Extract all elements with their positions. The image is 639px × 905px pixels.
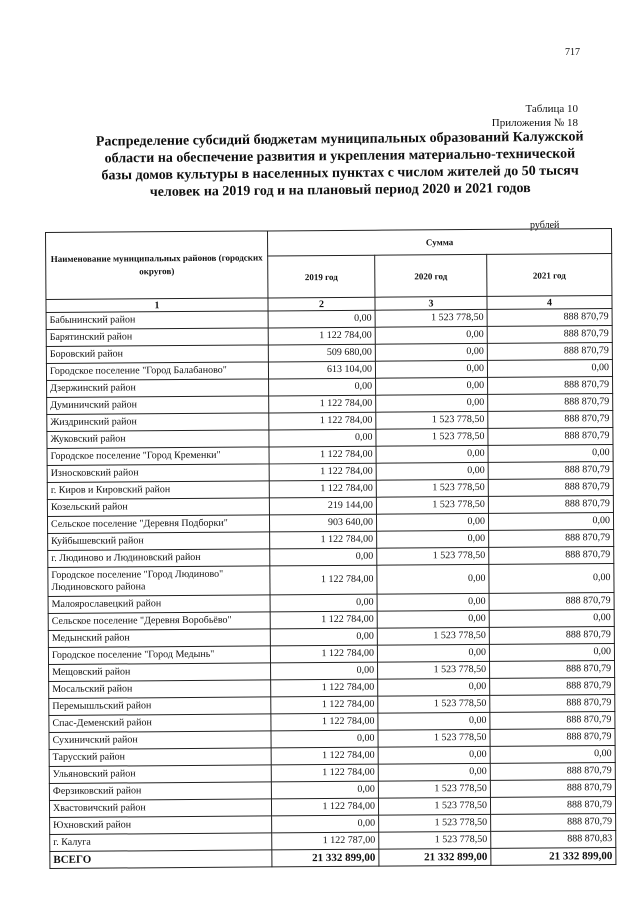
row-2019: 219 144,00 <box>269 497 376 515</box>
row-2021: 888 870,79 <box>490 695 615 713</box>
row-2020: 0,00 <box>377 644 489 662</box>
row-2019: 1 122 784,00 <box>271 713 378 731</box>
row-name: Тарусский район <box>49 748 271 767</box>
col-number-2: 2 <box>268 297 375 311</box>
header-sum: Сумма <box>267 229 611 257</box>
row-2019: 613 104,00 <box>268 361 375 379</box>
row-2021: 0,00 <box>488 445 613 463</box>
row-2021: 0,00 <box>489 610 614 628</box>
row-name: г. Людиново и Людиновский район <box>48 549 270 568</box>
row-2021: 888 870,79 <box>488 479 613 497</box>
row-name: Сельское поселение "Деревня Воробьёво" <box>48 612 270 631</box>
total-2019: 21 332 899,00 <box>272 849 379 867</box>
row-2021: 0,00 <box>487 360 612 378</box>
row-name: Юхновский район <box>50 816 272 835</box>
row-name: Козельский район <box>47 498 269 517</box>
col-number-1: 1 <box>46 298 268 313</box>
row-2019: 1 122 784,00 <box>270 531 377 549</box>
header-name: Наименование муниципальных районов (городских округов) <box>46 231 268 300</box>
row-2020: 0,00 <box>377 610 489 628</box>
row-2019: 1 122 784,00 <box>271 798 378 816</box>
row-name: Дзержинский район <box>47 379 269 398</box>
row-name: Жиздринский район <box>47 413 269 432</box>
row-2020: 0,00 <box>376 513 488 531</box>
row-name: Городское поселение "Город Балабаново" <box>46 362 268 381</box>
row-2020: 0,00 <box>376 394 488 412</box>
row-2020: 0,00 <box>377 593 489 611</box>
row-name: Спас-Деменский район <box>49 714 271 733</box>
row-2020: 1 523 778,50 <box>375 309 487 327</box>
row-2020: 1 523 778,50 <box>376 479 488 497</box>
header-year-2021: 2021 год <box>487 254 612 296</box>
row-2021: 888 870,79 <box>488 411 613 429</box>
row-2019: 1 122 784,00 <box>271 696 378 714</box>
row-2021: 888 870,79 <box>488 496 613 514</box>
row-name: Износковский район <box>47 464 269 483</box>
row-2020: 0,00 <box>375 360 487 378</box>
row-2020: 0,00 <box>376 462 488 480</box>
row-name: Сельское поселение "Деревня Подборки" <box>47 515 269 534</box>
row-2020: 0,00 <box>376 377 488 395</box>
row-2020: 1 523 778,50 <box>376 411 488 429</box>
row-2020: 1 523 778,50 <box>378 695 490 713</box>
table-ref-line1: Таблица 10 <box>525 103 578 115</box>
row-2020: 0,00 <box>377 564 489 594</box>
row-2021: 888 870,79 <box>488 394 613 412</box>
row-2019: 509 680,00 <box>268 344 375 362</box>
row-2021: 888 870,79 <box>489 627 614 645</box>
row-name: Мещовский район <box>49 663 271 682</box>
row-2020: 1 523 778,50 <box>379 831 491 849</box>
row-name: Куйбышевский район <box>48 532 270 551</box>
row-name: Думиничский район <box>47 396 269 415</box>
row-2021: 888 870,79 <box>487 309 612 327</box>
row-2019: 0,00 <box>272 815 379 833</box>
row-2019: 0,00 <box>269 378 376 396</box>
header-year-2019: 2019 год <box>268 256 375 298</box>
row-2019: 0,00 <box>270 594 377 612</box>
row-2019: 1 122 784,00 <box>268 327 375 345</box>
row-2019: 1 122 784,00 <box>270 645 377 663</box>
row-2019: 0,00 <box>270 548 377 566</box>
row-name: Городское поселение "Город Кременки" <box>47 447 269 466</box>
page-number: 717 <box>565 47 580 58</box>
row-2021: 888 870,79 <box>491 814 616 832</box>
table-reference <box>492 102 578 130</box>
row-2019: 0,00 <box>270 628 377 646</box>
row-2021: 0,00 <box>489 564 614 594</box>
row-2021: 888 870,79 <box>489 547 614 565</box>
row-2019: 1 122 784,00 <box>271 764 378 782</box>
row-name: Малоярославецкий район <box>48 595 270 614</box>
row-2019: 1 122 784,00 <box>269 446 376 464</box>
row-name: Барятинский район <box>46 328 268 347</box>
row-2021: 888 870,79 <box>490 780 615 798</box>
row-2020: 1 523 778,50 <box>378 780 490 798</box>
row-2021: 888 870,83 <box>491 831 616 849</box>
row-2020: 0,00 <box>375 326 487 344</box>
subsidy-table <box>45 228 616 869</box>
row-2020: 1 523 778,50 <box>377 547 489 565</box>
row-2020: 1 523 778,50 <box>378 729 490 747</box>
row-name: г. Киров и Кировский район <box>47 481 269 500</box>
row-name: Перемышльский район <box>49 697 271 716</box>
row-2021: 888 870,79 <box>488 377 613 395</box>
row-2019: 1 122 784,00 <box>269 412 376 430</box>
total-2020: 21 332 899,00 <box>379 848 491 866</box>
row-name: Городское поселение "Город Медынь" <box>48 646 270 665</box>
row-2020: 0,00 <box>377 530 489 548</box>
row-2020: 1 523 778,50 <box>378 661 490 679</box>
table-body <box>46 309 616 852</box>
row-name: Городское поселение "Город Людиново" Людиновского района <box>48 566 270 597</box>
row-2019: 1 122 784,00 <box>271 747 378 765</box>
table-row <box>48 564 614 597</box>
row-2021: 888 870,79 <box>490 678 615 696</box>
row-2019: 0,00 <box>271 730 378 748</box>
row-2019: 1 122 784,00 <box>270 565 377 595</box>
row-name: Ферзиковский район <box>49 782 271 801</box>
row-2019: 0,00 <box>271 781 378 799</box>
row-2020: 1 523 778,50 <box>376 496 488 514</box>
row-2021: 888 870,79 <box>487 326 612 344</box>
row-2021: 888 870,79 <box>490 729 615 747</box>
subsidy-table-wrapper <box>45 228 615 869</box>
row-name: Бабынинский район <box>46 311 268 330</box>
row-name: Ульяновский район <box>49 765 271 784</box>
row-2021: 888 870,79 <box>488 428 613 446</box>
row-2020: 0,00 <box>378 678 490 696</box>
row-2021: 888 870,79 <box>490 797 615 815</box>
row-name: Хвастовичский район <box>49 799 271 818</box>
row-2019: 1 122 787,00 <box>272 832 379 850</box>
table-ref-line2: Приложения № 18 <box>491 117 578 129</box>
row-name: г. Калуга <box>50 833 272 852</box>
row-2020: 0,00 <box>378 746 490 764</box>
row-2021: 888 870,79 <box>487 343 612 361</box>
row-2020: 0,00 <box>375 343 487 361</box>
row-2019: 1 122 784,00 <box>269 463 376 481</box>
row-name: Медынский район <box>48 629 270 648</box>
row-2021: 0,00 <box>490 746 615 764</box>
total-2021: 21 332 899,00 <box>491 848 616 866</box>
row-2020: 1 523 778,50 <box>376 428 488 446</box>
unit-label: рублей <box>530 220 560 231</box>
row-2019: 1 122 784,00 <box>270 611 377 629</box>
row-2021: 888 870,79 <box>489 593 614 611</box>
row-2020: 0,00 <box>376 445 488 463</box>
document-title: Распределение субсидий бюджетам муниципальных образований Калужской области на обеспечение развития и укрепления материально-технической базы домов культуры в населенных пунктах с числом жителей до 50 тысяч человек на 2019 год и на плановый период 2020 и 2021 годов <box>95 129 584 200</box>
row-name: Жуковский район <box>47 430 269 449</box>
row-2021: 0,00 <box>489 644 614 662</box>
row-2019: 1 122 784,00 <box>269 480 376 498</box>
row-2021: 888 870,79 <box>490 763 615 781</box>
row-name: Боровский район <box>46 345 268 364</box>
col-number-4: 4 <box>487 296 612 310</box>
row-name: Мосальский район <box>49 680 271 699</box>
total-label: ВСЕГО <box>50 850 272 869</box>
row-2019: 0,00 <box>271 662 378 680</box>
row-2019: 903 640,00 <box>269 514 376 532</box>
row-name: Сухиничский район <box>49 731 271 750</box>
row-2019: 0,00 <box>269 429 376 447</box>
row-2019: 0,00 <box>268 310 375 328</box>
row-2021: 888 870,79 <box>490 661 615 679</box>
row-2020: 0,00 <box>378 763 490 781</box>
row-2019: 1 122 784,00 <box>269 395 376 413</box>
row-2020: 0,00 <box>378 712 490 730</box>
row-2021: 888 870,79 <box>488 462 613 480</box>
row-2020: 1 523 778,50 <box>379 814 491 832</box>
row-2020: 1 523 778,50 <box>377 627 489 645</box>
row-2021: 888 870,79 <box>489 530 614 548</box>
header-year-2020: 2020 год <box>375 255 487 297</box>
row-2021: 888 870,79 <box>490 712 615 730</box>
col-number-3: 3 <box>375 296 487 310</box>
row-2021: 0,00 <box>488 513 613 531</box>
total-row <box>50 848 616 869</box>
row-2020: 1 523 778,50 <box>378 797 490 815</box>
row-2019: 1 122 784,00 <box>271 679 378 697</box>
